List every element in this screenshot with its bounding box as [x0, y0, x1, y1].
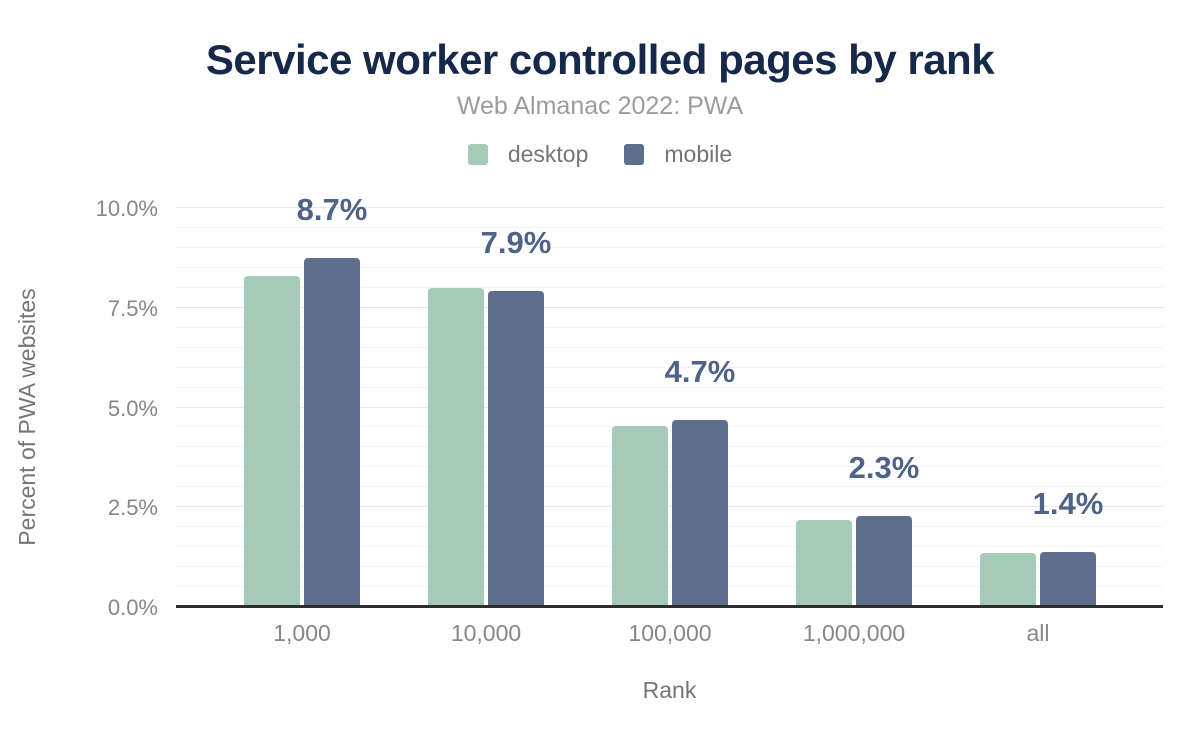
- bar-desktop: [244, 276, 300, 606]
- bar-desktop: [796, 520, 852, 606]
- y-axis-title: Percent of PWA websites: [14, 288, 40, 546]
- value-label: 1.4%: [1032, 485, 1104, 521]
- y-tick-label: 7.5%: [107, 295, 158, 321]
- mobile-swatch-icon: [624, 144, 644, 165]
- value-label: 2.3%: [848, 449, 920, 485]
- chart-title: Service worker controlled pages by rank: [205, 36, 995, 83]
- x-tick-label: 1,000: [273, 620, 331, 646]
- legend-item-mobile: [624, 141, 732, 168]
- value-label: 4.7%: [664, 354, 736, 390]
- bar-mobile: [488, 291, 544, 606]
- value-label: 7.9%: [480, 225, 552, 261]
- x-tick-label: all: [1026, 620, 1050, 646]
- x-axis-line: [176, 605, 1163, 608]
- y-tick-label: 5.0%: [107, 395, 158, 421]
- legend: [0, 141, 1200, 168]
- bar-desktop: [612, 426, 668, 606]
- value-label: 8.7%: [296, 192, 368, 228]
- y-tick-label: 0.0%: [107, 595, 158, 620]
- legend-label-mobile: mobile: [664, 141, 733, 167]
- minor-gridline: [176, 227, 1163, 228]
- plot-area: [176, 192, 1163, 606]
- bar-mobile: [1040, 552, 1096, 606]
- x-tick-label: 100,000: [628, 620, 712, 646]
- bar-mobile: [856, 516, 912, 606]
- x-tick-label: 10,000: [450, 620, 522, 646]
- bar-mobile: [672, 420, 728, 606]
- minor-gridline: [176, 247, 1163, 248]
- desktop-swatch-icon: [468, 144, 488, 165]
- bar-desktop: [980, 553, 1036, 606]
- x-axis-title: Rank: [642, 677, 697, 703]
- x-tick-label: 1,000,000: [802, 620, 906, 646]
- y-tick-label: 2.5%: [107, 495, 158, 521]
- y-tick-label: 10.0%: [95, 196, 158, 221]
- bar-mobile: [304, 258, 360, 606]
- bar-desktop: [428, 288, 484, 606]
- chart-subtitle: Web Almanac 2022: PWA: [456, 92, 744, 120]
- legend-label-desktop: desktop: [507, 141, 589, 167]
- legend-item-desktop: [468, 141, 589, 168]
